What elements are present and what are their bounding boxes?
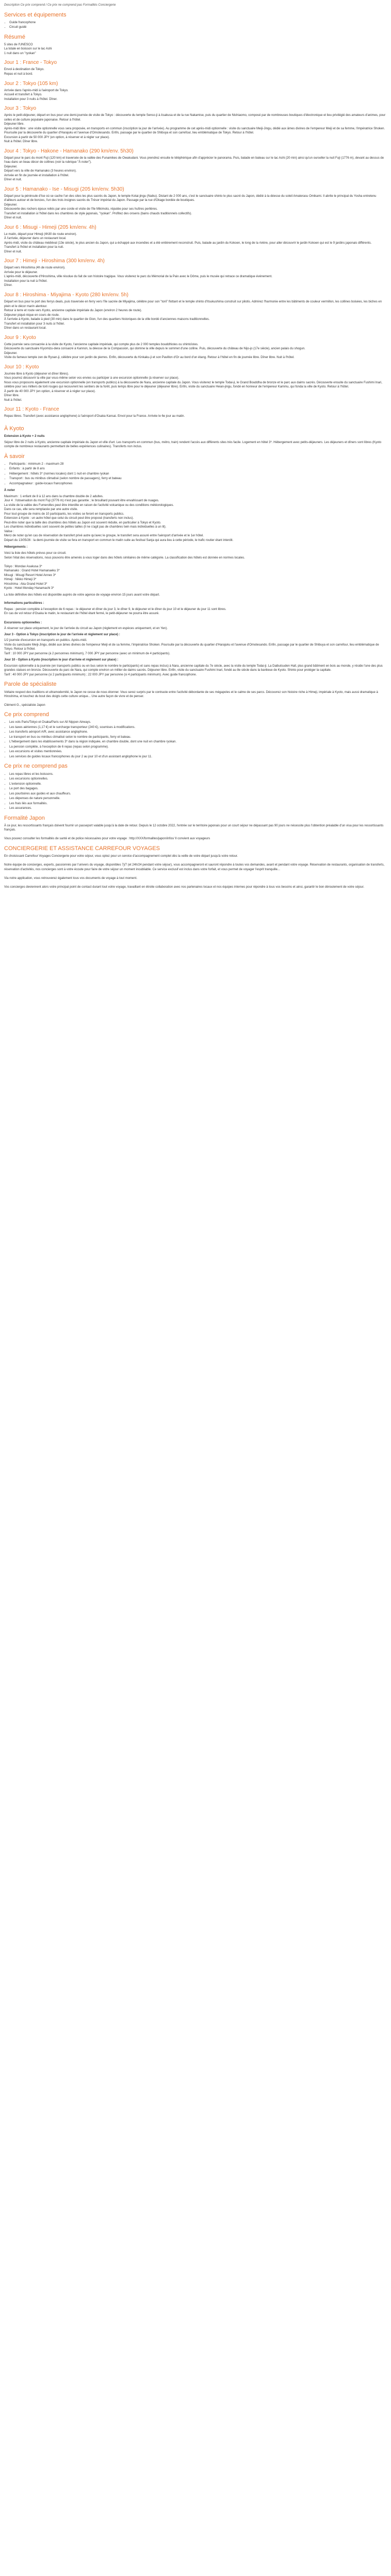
day-line: L'après-midi, découverte d'Hiroshima, ville résolue du fait de son histoire tragique. Vous visiterez le parc du Mémorial de la Paix avec le Dôme, puis le musée qui retrace ce dramatique événement. bbox=[4, 275, 272, 279]
day-description bbox=[4, 414, 387, 419]
day-line: Nous vous proposons également une excursion optionnelle (en transports publics) à la découverte de Nara, ancienne capitale du Japon. Vous visiterez le temple Todai-ji, le Grand Bouddha de bronze et le parc aux daims sacrés. Découverte ensuite du sanctuaire Fushimi Inari, célèbre pour ses milliers de torii rouges qui recouvrent les sentiers de la forêt, puis temps libre pour le déjeuner (déjeuner libre). Enfin, visite du sanctuaire Heian-jingu, fondé en honneur de l'empereur Kammu, qui fonda la ville de Kyoto. Retour à l'hôtel. bbox=[4, 381, 382, 389]
day-line: Après-midi libre : une visite optionnelle vous sera proposée, en transports en commun (inscription la jour de l'arrivée). Au programme de cet après-midi optionnelle : visite du sanctuaire Meiji-Jingu, dédié aux âmes divines de l'empereur Meiji et de sa femme, l'impératrice Shoken. Poursuite par la découverte du quartier d'Harajuku et l'avenue d'Omotesando. Enfin, passage par le quartier de Shibuya et son carrefour, lieu emblématique de Tokyo. Retour à l'hôtel. bbox=[4, 127, 385, 135]
services-item: • Circuit guidé bbox=[9, 25, 387, 30]
day-description bbox=[4, 113, 387, 144]
noter-line: Extension à Kyoto : un autre hôtel que celui du circuit peut être proposé (transferts non inclus). bbox=[4, 517, 134, 520]
ce-prix-item: • La pension complète, à l'exception de 6 repas (repas selon programme). bbox=[9, 745, 387, 750]
savoir-item: • Transport : bus ou minibus climatisé (selon nombre de passagers), ferry et bateau bbox=[9, 477, 387, 481]
day-line: À l'arrivée, déjeuner dans un restaurant local. bbox=[4, 237, 67, 241]
day-title: Jour 2 : Tokyo (105 km) bbox=[4, 80, 58, 87]
day-line: Journée libre à Kyoto (déjeuner et dîner libres). bbox=[4, 372, 69, 376]
resume-line: 1 nuit dans un "ryokan" bbox=[4, 52, 36, 55]
noter-line: Valise : bbox=[4, 530, 14, 533]
day-line: À partir de 40 000 JPY (en option, à réserver et à régler sur place). bbox=[4, 389, 96, 393]
resume-line: 5 sites de l'UNESCO bbox=[4, 43, 33, 46]
noter-line: Les chambres individuelles sont souvent de petites tailles (il ne s'agit pas de chambres twin mais individuelles à un lit). bbox=[4, 526, 167, 529]
parole-heading: Parole de spécialiste bbox=[4, 681, 57, 688]
a-kyoto-text: Séjour libre de 2 nuits à Kyoto, ancienne capitale impériale du Japon et ville d'art. Les transports en commun (bus, métro, train) rendent l'accès aux différents sites très facile. Logement en hôtel 3*. Hébergement avec petits-déjeuners. Les déjeuners et dîners sont libres (Kyoto compte de nombreux restaurants permettant de belles expériences culinaires). Transferts non inclus. bbox=[4, 440, 382, 449]
parole-signature: Clément G., spécialiste Japon bbox=[4, 703, 45, 707]
ce-prix-item: • Les services de guides locaux francophones du jour 2 au jour 10 et d'un assistant anglophone le jour 11. bbox=[9, 755, 387, 759]
day-line: Envol à destination de Tokyo. bbox=[4, 68, 44, 72]
day-line: Transfert à l'hôtel et installation pour la nuit. bbox=[4, 246, 64, 249]
day-description bbox=[4, 67, 387, 76]
savoir-item: • Accompagnateur : guide-locaux francophones bbox=[9, 482, 387, 486]
noter-line: Dans ce cas, elle sera remplacée par une autre visite. bbox=[4, 508, 78, 512]
ne-comprend-item: • L'extension optionnelle. bbox=[9, 782, 387, 787]
day-title: Jour 11 : Kyoto - France bbox=[4, 406, 59, 413]
day-line: Transfert et installation à l'hôtel dans les chambres de style japonais, "ryokan". Profitez des onsens (bains chauds traditionnels collectifs). bbox=[4, 212, 192, 215]
services-list bbox=[4, 21, 387, 30]
excursion-j3-text: 1/2 journée d'excursion en transports en publics. Après-midi. Visite du sanctuaire Meiji-Jingu, dédié aux âmes divines de l'empereur Meiji et de sa femme, l'impératrice Shoken. Poursuite par la découverte du quartier d'Harajuku et l'avenue d'Omotesando. Enfin, passage par le quartier de Shibuya et son carrefour, lieu emblématique de Tokyo. Retour à l'hôtel. Tarif : 10 000 JPY par personne (à 2 personnes minimum), 7 000 JPY par personne (avec un minimum de 4 participants). bbox=[4, 639, 379, 655]
ne-comprend-heading: Ce prix ne comprend pas bbox=[4, 763, 68, 770]
a-kyoto-heading: À Kyoto bbox=[4, 425, 24, 432]
a-kyoto-sub: Extension à Kyoto + 2 nuits bbox=[4, 434, 45, 438]
savoir-item: • Enfants : à partir de 8 ans bbox=[9, 467, 387, 471]
day-line: Dîner et nuit. bbox=[4, 216, 22, 220]
day-title: Jour 1 : France - Tokyo bbox=[4, 60, 57, 66]
day-line: Installation pour la nuit à l'hôtel. bbox=[4, 279, 47, 283]
ne-comprend-item: • Le port des bagages. bbox=[9, 787, 387, 791]
noter-line: Merci de noter qu'en cas de réservation de transfert privé autre qu'avec le groupe, le transfert sera assuré entre l'aéroport d'arrivée et le 1er hôtel. bbox=[4, 534, 204, 538]
excursion-j10-title: Jour 10 - Option à Kyoto (inscription le jour d'arrivée et règlement sur place) : bbox=[4, 658, 119, 662]
ne-comprend-item: • Les repas libres et les boissons. bbox=[9, 772, 387, 777]
resume-line: La totale en boisson sur le lac Ashi bbox=[4, 47, 52, 51]
excursion-j3-title: Jour 3 - Option à Tokyo (inscription le jour de l'arrivée et règlement sur place) : bbox=[4, 633, 120, 636]
ne-comprend-item: • Les assurances. bbox=[9, 806, 387, 811]
savoir-list bbox=[4, 462, 387, 486]
savoir-heading: À savoir bbox=[4, 453, 25, 460]
day-line: Dîner. bbox=[4, 284, 13, 287]
day-line: Nuit à l'hôtel. Dîner libre. bbox=[4, 140, 38, 144]
formalites-text: À ce jour, les ressortissants français doivent fournir un passeport valable jusqu'à la date de retour. Depuis le 12 octobre 2022, l'entrée sur le territoire japonais pour un court séjour ne dépassant pas 90 jours ne nécessite plus l'obtention préalable d'un visa pour les ressortissants français. Vous pouvez consulter les formalités de santé et de police nécessaires pour votre voyage : http://XXX/formalites/japon/infos/ Il convient aux voyageurs bbox=[4, 824, 384, 841]
ce-prix-item: • Les excursions et visites mentionnées. bbox=[9, 750, 387, 754]
ne-comprend-item: • Les frais liés aux formalités. bbox=[9, 802, 387, 806]
services-item: • Guide francophone bbox=[9, 21, 387, 25]
day-line: Dîner et nuit. bbox=[4, 250, 22, 253]
day-line: Vous pourrez découvrir la ville par vous-même selon vos envies ou participer à une excursion optionnelle (à réserver sur place). bbox=[4, 377, 180, 380]
day-line: Déjeuner libre. bbox=[4, 123, 25, 126]
day-line: Découverte du sanctuaire Kiyomizu-dera consacré à Kannon, la déesse de la Compassion, qui domine la ville depuis le sommet d'une colline. Puis, découverte du château de Nijo-jo (17e siècle), ancien palais du shogun. bbox=[4, 347, 305, 351]
day-line: Installation pour 3 nuits à l'hôtel. Dîner. bbox=[4, 97, 58, 101]
day-title: Jour 9 : Kyoto bbox=[4, 334, 36, 341]
resume-heading: Résumé bbox=[4, 33, 25, 40]
day-title: Jour 5 : Hamanako - Ise - Misugi (205 km/env. 5h30) bbox=[4, 186, 124, 192]
noter-line: La visite de la vallée des Fumerolles peut être interdite en raison de l'activité volcanique ou des conditions météorologiques. bbox=[4, 503, 174, 507]
day-line: Déjeuner. bbox=[4, 351, 18, 355]
day-line: Dîner libre. bbox=[4, 394, 20, 398]
day-line: Dîner dans un restaurant local. bbox=[4, 327, 47, 330]
parole-text: Voltaire respect des traditions et ultramodernité, le Japon ne cesse de nous étonner. Vous serez surpris par le contraste entre l'activité débordante de ses mégapoles et le calme de ses parcs. Découvrez son histoire riche à Himeji, impériale à Kyoto, mais aussi dramatique à Hiroshima, et touchez du bout des doigts cette culture unique... Une autre façon de vivre et de penser. bbox=[4, 690, 378, 699]
ce-prix-item: • Le transport en bus ou minibus climatisé selon le nombre de participants, ferry et bateau. bbox=[9, 735, 387, 740]
day-line: Transfert et installation pour 3 nuits à l'hôtel. bbox=[4, 322, 65, 326]
noter-line: Peut-être noter que la taille des chambres des hôtels au Japon est souvent réduite, en particulier à Tokyo et Kyoto. bbox=[4, 521, 161, 524]
day-line: Repas et nuit à bord. bbox=[4, 72, 33, 76]
day-line: Nuit à l'hôtel. bbox=[4, 398, 22, 402]
noter-heading: À noter bbox=[4, 489, 15, 493]
day-description bbox=[4, 266, 387, 288]
day-line: Départ en bus pour le port des ferrys deals, puis traversée en ferry vers l'île sacrée de Miyajima, célèbre pour son "torii" flottant et le temple shinto d'Itsukushima construit sur pilotis. Admirez l'harmonie entre les bâtiments de couleur vermillon, les collines boisées, les biches en plein et le décor marin alentour. bbox=[4, 300, 382, 308]
day-line: Déjeuner. bbox=[4, 165, 18, 168]
noter-line: Pour tout groupe de moins de 10 participants, les visites se feront en transports publics. bbox=[4, 512, 124, 516]
day-line: Dîner et nuit. bbox=[4, 178, 22, 182]
ce-prix-list bbox=[4, 720, 387, 759]
day-description bbox=[4, 89, 387, 102]
day-line: Départ pour la péninsule d'Ise où se cache l'un des sites les plus sacrés du Japon, le temple Kotai-jingu (Naiku). Distant de 2 000 ans, c'est le sanctuaire shinto le plus sacré du Japon, dédié à la déesse du soleil Amaterasu Omikami. Il abrite le principal du Yosha entretenu d'ailleurs autour et de bonzes, l'un des trois insignes sacrés du Trésor impérial du Japon. Passage par la rue d'Okage bordée de boutiques. bbox=[4, 194, 377, 202]
day-line: Après le petit-déjeuner, départ en bus pour une demi-journée de visite de Tokyo : découverte du temple Senso-ji à Asakusa et de la rue Nakamise, puis du quartier de Nishiaomo, composé par de nombreuses boutiques d'électronique et lieu privilégié des amateurs d'animes, pour celles et de culture populaire japonaise. Retour à l'hôtel. bbox=[4, 114, 386, 122]
day-line: Excursion à partir de 50 000 JPY (en option, à réserver et à régler sur place). bbox=[4, 135, 110, 139]
day-description bbox=[4, 343, 387, 360]
hebergements-note: La liste définitive des hôtels est disponible auprès de votre agence de voyage environ 15 jours avant votre départ. bbox=[4, 593, 160, 597]
ne-comprend-item: • Les excursions optionnelles. bbox=[9, 777, 387, 782]
day-title: Jour 8 : Hiroshima - Miyajima - Kyoto (280 km/env. 5h) bbox=[4, 292, 129, 298]
day-line: Cette journée sera consacrée à la visite de Kyoto, l'ancienne capitale impériale, qui compte plus de 2 000 temples bouddhistes ou shintoïstes. bbox=[4, 343, 199, 346]
ce-prix-item: • Les transferts aéroport A/R, avec assistance anglophone. bbox=[9, 730, 387, 735]
noter-block bbox=[4, 495, 387, 543]
noter-line: Maximum : 1 enfant de 8 à 12 ans dans la chambre double de 2 adultes. bbox=[4, 495, 104, 498]
day-description bbox=[4, 194, 387, 221]
savoir-item: • Hébergement : hôtels 3* (normes locales) dont 1 nuit en chambre ryokan bbox=[9, 472, 387, 477]
top-note: Description Ce prix comprend / Ce prix ne comprend pas Formalités Conciergerie bbox=[4, 4, 116, 7]
noter-line: Départ du 13/05/26 : la demi-journée de visite se fera en transport en commun le matin suite au festival Sanja qui aura lieu à cette période, le trafic routier étant interdit. bbox=[4, 538, 234, 542]
ne-comprend-item: • Les pourboires aux guides et aux chauffeurs. bbox=[9, 792, 387, 796]
itinerary-days bbox=[4, 60, 387, 418]
ce-prix-item: • Les vols Paris/Tokyo et Osaka/Paris sur All Nippon Airways. bbox=[9, 720, 387, 725]
day-description bbox=[4, 300, 387, 331]
day-line: Accueil et transfert à Tokyo. bbox=[4, 93, 42, 97]
day-title: Jour 6 : Misugi - Himeji (205 km/env. 4h) bbox=[4, 224, 96, 230]
day-title: Jour 10 : Kyoto bbox=[4, 364, 39, 370]
day-line: Repas libres. Transfert (avec assistance anglophone) à l'aéroport d'Osaka Kansai. Envol pour la France. Arrivée le 6e jour au matin. bbox=[4, 415, 185, 418]
conciergerie-heading: CONCIERGERIE ET ASSISTANCE CARREFOUR VOYAGES bbox=[4, 845, 160, 852]
infos-heading: Informations particulières : bbox=[4, 602, 44, 605]
day-line: Départ vers Hiroshima (4h de route environ). bbox=[4, 266, 66, 270]
day-line: Découverte des rochers époux reliés par une corde et visite de l'île Mikimoto, réputée pour ses huîtres perlières. bbox=[4, 208, 158, 211]
day-line: Déjeuner. bbox=[4, 203, 18, 207]
ce-prix-item: • Les taxes aériennes (1,17 €) et le surcharge transporteur (240 €), soumises à modifications. bbox=[9, 725, 387, 730]
services-heading: Services et équipements bbox=[4, 11, 67, 18]
day-description bbox=[4, 232, 387, 255]
ne-comprend-list bbox=[4, 772, 387, 811]
day-line: Arrivée en fin de journée et installation à l'hôtel. bbox=[4, 174, 69, 177]
hebergements-text: Voici la liste des hôtels prévus pour ce circuit. Selon l'état des réservations, nous pouvons être amenés à vous loger dans des hôtels similaires de même catégorie. La classification des hôtels est donnée en normes locales. Tokyo : Mondav Asakusa 3* Hamanako : Grand Hotel Hamanaeku 3* Misugi : Misugi Resort Hotel Annex 3* Himeji : Nikko Himeji 3* Hiroshima : Aka Grand Hotel 3* Kyoto : Hotel Monday Hanamachi 3* bbox=[4, 552, 245, 590]
noter-line: Jour 4 : l'observation du mont Fuji (3776 m) n'est pas garantie ; le brouillard pouvant être envahissant de nuages. bbox=[4, 499, 159, 503]
resume-block bbox=[4, 43, 387, 56]
day-description bbox=[4, 372, 387, 403]
day-description bbox=[4, 156, 387, 182]
day-title: Jour 4 : Tokyo - Hakone - Hamanako (290 km/env. 5h30) bbox=[4, 148, 134, 154]
day-line: Visite du fameux temple zen de Ryoan-ji, célèbre pour son jardin de pierres. Enfin, découverte du Kinkaku-ji et son Pavillon d'Or au bord d'un étang. Retour à l'hôtel en fin de journée libre. Dîner libre. Nuit à l'hôtel. bbox=[4, 356, 295, 360]
infos-text: Repas : pension complète à l'exception de 6 repas : le déjeuner et dîner du jour 3, le dîner 9, le déjeuner et le dîner du jour 10 et le déjeuner du jour 11 sont libres. En cas de vol retour d'Osaka le matin, le restaurant de l'hôtel étant fermé, le petit-déjeuner ne pourra être assuré. bbox=[4, 607, 226, 616]
savoir-item: • Participants : minimum 2 - maximum 28 bbox=[9, 462, 387, 467]
excursions-text: À réserver sur place uniquement, le jour de l'arrivée du circuit au Japon (règlement en espèces uniquement, et en Yen). bbox=[4, 627, 168, 631]
day-line: Départ vers la ville de Hamanako (3 heures environ). bbox=[4, 170, 77, 173]
formalites-heading: Formalité Japon bbox=[4, 815, 45, 821]
day-line: Déjeuner piqué-nique en cours de route. bbox=[4, 313, 60, 317]
ce-prix-heading: Ce prix comprend bbox=[4, 711, 49, 718]
day-line: Arrivée dans l'après-midi à l'aéroport de Tokyo. bbox=[4, 89, 69, 92]
day-title: Jour 3 : Tokyo bbox=[4, 106, 37, 112]
day-line: À l'arrivée à Kyoto, balade à pied (30 min) dans le quartier de Gion, l'un des quartiers historiques de la ville bordé d'anciennes maisons traditionnelles. bbox=[4, 318, 210, 321]
ne-comprend-item: • Les dépenses de nature personnelle. bbox=[9, 796, 387, 801]
conciergerie-text: En choisissant Carrefour Voyages Conciergerie pour votre séjour, vous optez pour un service d'accompagnement complet dès la veille de votre départ jusqu'à votre retour. Notre équipe de concierges, experts, passionnés par l'univers du voyage, disponibles 7j/7 (et 24h/24 pendant votre séjour), vous accompagneront et sauront répondre à toutes vos demandes, avant et pendant votre voyage. Réservation de restaurants, organisation de transferts, réservation d'activités, nos concierges sont à votre écoute pour faire de votre séjour un moment inoubliable. Ce service exclusif est inclus dans votre forfait, et vous permet de voyager l'esprit tranquille... Via notre application, vous retrouverez également tous vos documents de voyage à tout moment. Vos concierges deviennent alors votre principal point de contact durant tout votre voyage, travaillant en étroite collaboration avec nos partenaires locaux et nos équipes internes pour répondre à tous vos besoins et ainsi, garantir le bon déroulement de votre séjour. bbox=[4, 855, 385, 889]
excursion-j10-text: Excursion optionnelle à la journée (en transports publics ou en bus selon le nombre le participants) et sans repas inclus) à Nara, ancienne capitale du 7e siècle, avec la visite du temple Todai-ji. La Daibutsuden Hall, plus grand bâtiment en bois au monde, y réside l'une des plus grandes statues en bronze. Découverte du parc de Nara, qui compte environ un millier de daims sacrés. Déjeuner libre. Enfin, visite du sanctuaire Fushimi Inari, fondé au 8e siècle dans la banlieue de Kyoto. Shinto pour protéger la capitale. Tarif : 40 000 JPY par personne (si 2 participants minimum) ; 22 000 JPY par personne (si 4 participants minimum). Avec guide francophone. bbox=[4, 664, 383, 676]
hebergements-heading: Hébergements : bbox=[4, 546, 28, 549]
day-line: Le matin, départ pour Himeji (4h30 de route environ). bbox=[4, 232, 77, 236]
excursions-heading: Excursions optionnelles : bbox=[4, 621, 42, 624]
day-line: Retour à terre et route vers Kyoto, ancienne capitale impériale du Japon (environ 2 heures de route). bbox=[4, 309, 142, 313]
ce-prix-item: • L'hébergement dans les établissements 3* dans la région indiquée, en chambre double, dont une nuit en chambre ryokan. bbox=[9, 740, 387, 744]
day-title: Jour 7 : Himeji - Hiroshima (300 km/env. 4h) bbox=[4, 258, 105, 264]
page-content bbox=[0, 0, 391, 896]
day-line: Arrivée pour le déjeuner. bbox=[4, 270, 38, 274]
day-line: Après-midi, visite du château médiéval (13e siècle), le plus ancien du Japon, qui a échappé aux incendies et a été entièrement reconstruit. Puis, balade au jardin du Kokoen, le long de la rivière, pour aller découvrir le jardin Kokoen qui est le 9 jardins japonais différents. bbox=[4, 241, 372, 245]
day-line: Départ pour le parc du mont Fuji (120 km) et traversée de la vallée des Funamikes de Owakudani. Vous prendrez ensuite le téléphérique afin d'apprécier le panorama. Puis, balade en bateau sur le lac Ashi (20 min) ainsi qu'un ourseller la nuit Fuji (1776 m), devant au dessus de l'eau dans un beau décor de collines (voir la rubrique "À noter"). bbox=[4, 156, 384, 164]
